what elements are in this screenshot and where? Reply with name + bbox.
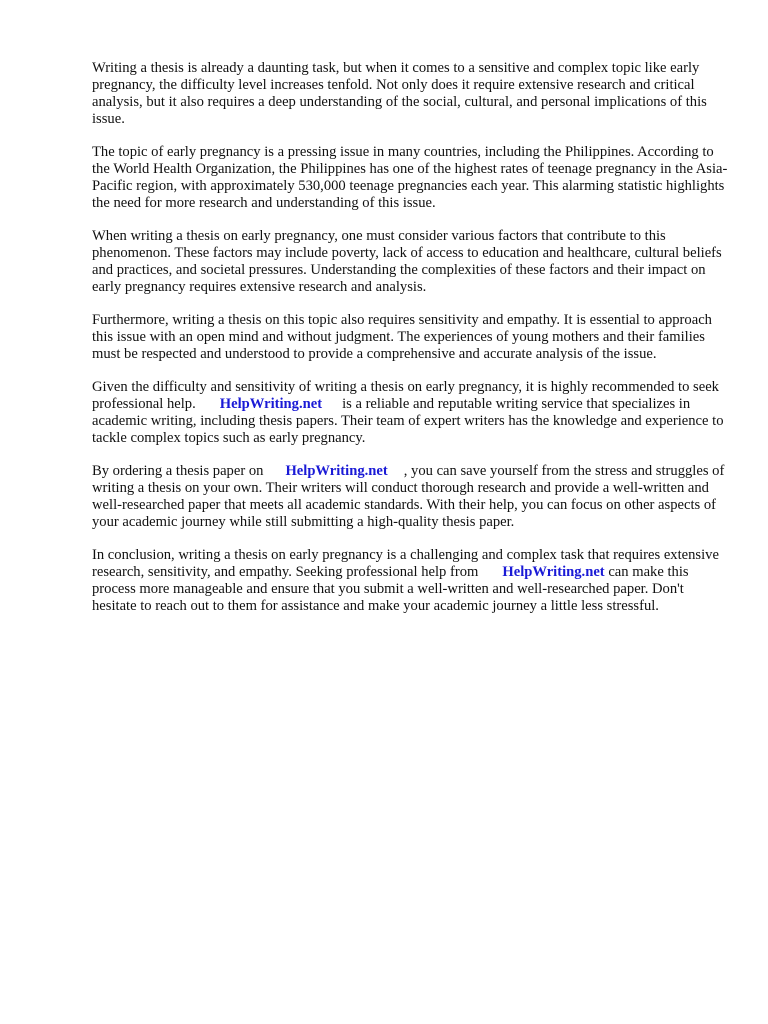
- paragraph-conclusion: [92, 547, 728, 615]
- helpwriting-link-2[interactable]: HelpWriting.net: [285, 463, 388, 479]
- paragraph-conclusion-text-end: can make this process more manageable and ensure that you submit a well-written and well-researched paper. Don't hesitate to reach out to them for assistance and make your academic journey a little less stressful.: [92, 564, 689, 614]
- paragraph-recommendation: [92, 379, 728, 447]
- paragraph-recommendation-text-start: Given the difficulty and sensitivity of writing a thesis on early pregnancy, it is highly recommended to seek professional help.: [92, 379, 719, 412]
- helpwriting-link-1[interactable]: HelpWriting.net: [219, 396, 323, 412]
- paragraph-ordering: [92, 463, 728, 531]
- paragraph-recommendation-text-end: is a reliable and reputable writing service that specializes in academic writing, including thesis papers. Their team of expert writers has the knowledge and experience to tackle complex topics such as early pregnancy.: [92, 396, 724, 446]
- paragraph-conclusion-text-start: In conclusion, writing a thesis on early pregnancy is a challenging and complex task that requires extensive research, sensitivity, and empathy. Seeking professional help from: [92, 547, 719, 580]
- document-body: [92, 60, 728, 631]
- paragraph-ordering-text-end: , you can save yourself from the stress and struggles of writing a thesis on your own. Their writers will conduct thorough research and provide a well-written and well-researched paper that meets all academic standards. With their help, you can focus on other aspects of your academic journey while still submitting a high-quality thesis paper.: [92, 463, 725, 530]
- paragraph-factors: When writing a thesis on early pregnancy, one must consider various factors that contribute to this phenomenon. These factors may include poverty, lack of access to education and healthcare, cultural beliefs and practices, and societal pressures. Understanding the complexities of these factors and their impact on early pregnancy requires extensive research and analysis.: [92, 228, 722, 295]
- paragraph-philippines: The topic of early pregnancy is a pressing issue in many countries, including the Philippines. According to the World Health Organization, the Philippines has one of the highest rates of teenage pregnancy in the Asia-Pacific region, with approximately 530,000 teenage pregnancies each year. This alarming statistic highlights the need for more research and understanding of this issue.: [92, 144, 728, 211]
- paragraph-ordering-text-start: By ordering a thesis paper on: [92, 463, 264, 479]
- helpwriting-link-3[interactable]: HelpWriting.net: [502, 564, 605, 580]
- paragraph-sensitivity: Furthermore, writing a thesis on this topic also requires sensitivity and empathy. It is essential to approach this issue with an open mind and without judgment. The experiences of young mothers and their families must be respected and understood to provide a comprehensive and accurate analysis of the issue.: [92, 312, 712, 362]
- paragraph-intro: Writing a thesis is already a daunting task, but when it comes to a sensitive and complex topic like early pregnancy, the difficulty level increases tenfold. Not only does it require extensive research and critical analysis, but it also requires a deep understanding of the social, cultural, and personal implications of this issue.: [92, 60, 707, 127]
